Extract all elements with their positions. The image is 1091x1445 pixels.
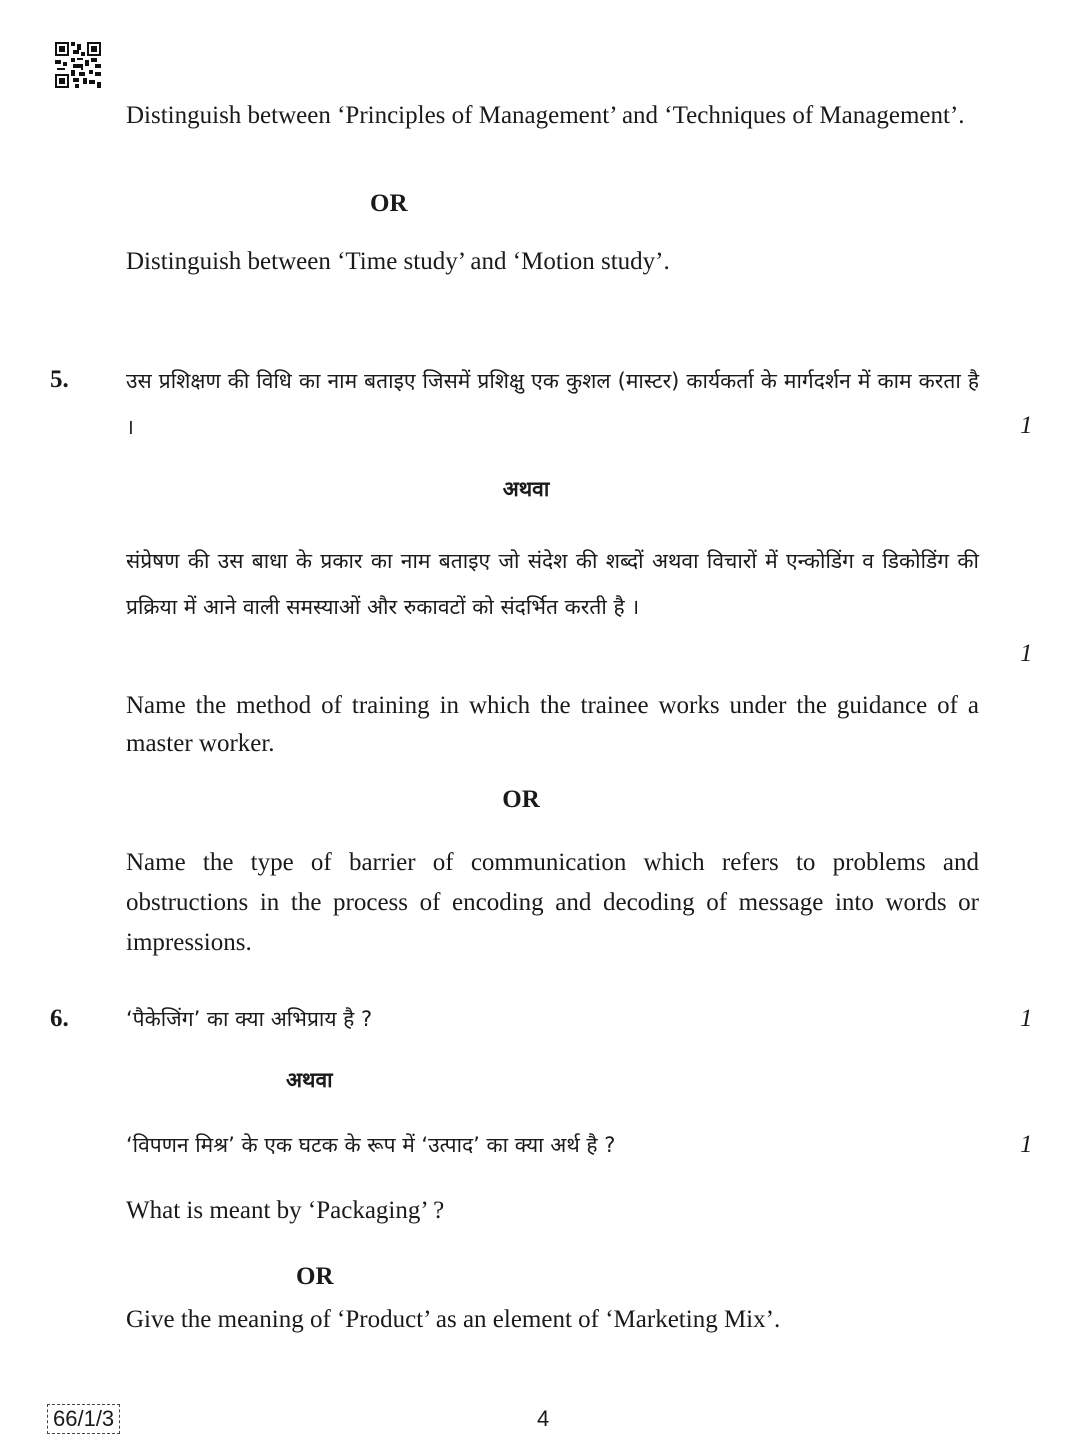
q6-or-label: OR bbox=[296, 1263, 334, 1290]
q6-marks: 1 bbox=[1020, 1005, 1033, 1032]
question-number-5: 5. bbox=[50, 366, 69, 393]
q5-hindi-or-label: अथवा bbox=[502, 477, 550, 501]
q6-hindi-question: ‘पैकेजिंग’ का क्या अभिप्राय है ? bbox=[126, 1007, 373, 1031]
q4-or-label: OR bbox=[370, 190, 408, 217]
q5-marks: 1 bbox=[1020, 412, 1033, 439]
q6-hindi-or-label: अथवा bbox=[286, 1068, 333, 1092]
q6-hindi-alternative: ‘विपणन मिश्र’ के एक घटक के रूप में ‘उत्पाद’ का क्या अर्थ है ? bbox=[126, 1133, 616, 1157]
q5-alt-marks: 1 bbox=[1020, 640, 1033, 667]
q5-english-alternative: Name the type of barrier of communication which refers to problems and obstructions in the process of encoding and decoding of message into words or impressions. bbox=[126, 849, 979, 956]
q5-hindi-question: उस प्रशिक्षण की विधि का नाम बताइए जिसमें प्रशिक्षु एक कुशल (मास्टर) कार्यकर्ता के मार्गदर्शन में काम करता है । bbox=[126, 369, 979, 439]
q4-english-alternative: Distinguish between ‘Time study’ and ‘Motion study’. bbox=[126, 248, 670, 275]
q4-english-question: Distinguish between ‘Principles of Management’ and ‘Techniques of Management’. bbox=[126, 102, 965, 129]
q5-or-label: OR bbox=[502, 786, 540, 813]
q6-english-question: What is meant by ‘Packaging’ ? bbox=[126, 1197, 445, 1224]
qr-code-icon bbox=[55, 42, 101, 88]
q5-hindi-alternative: संप्रेषण की उस बाधा के प्रकार का नाम बताइए जो संदेश की शब्दों अथवा विचारों में एन्कोडिंग व डिकोडिंग की प्रक्रिया में आने वाली समस्याओं और रुकावटों को संदर्भित करती है । bbox=[126, 549, 979, 619]
paper-code-badge: 66/1/3 bbox=[47, 1404, 120, 1434]
q6-alt-marks: 1 bbox=[1020, 1131, 1033, 1158]
page-number: 4 bbox=[537, 1406, 550, 1431]
q6-english-alternative: Give the meaning of ‘Product’ as an element of ‘Marketing Mix’. bbox=[126, 1306, 781, 1333]
question-number-6: 6. bbox=[50, 1005, 69, 1032]
q5-english-question: Name the method of training in which the trainee works under the guidance of a master worker. bbox=[126, 692, 979, 757]
